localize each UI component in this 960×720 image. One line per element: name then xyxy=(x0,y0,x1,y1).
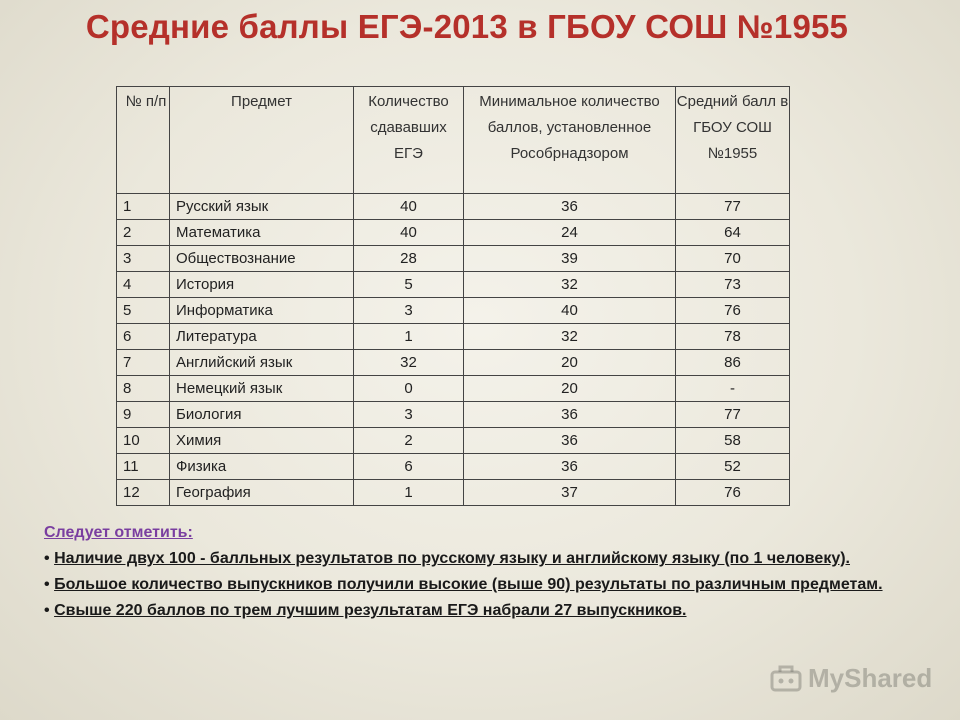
cell-min: 36 xyxy=(464,402,676,428)
table-row xyxy=(117,402,790,428)
cell-num: 10 xyxy=(117,428,170,454)
cell-subject: Английский язык xyxy=(170,350,354,376)
cell-count: 40 xyxy=(354,194,464,220)
table-row xyxy=(117,350,790,376)
myshared-logo-icon xyxy=(768,660,804,696)
table-row xyxy=(117,376,790,402)
cell-num: 4 xyxy=(117,272,170,298)
cell-num: 8 xyxy=(117,376,170,402)
note-item xyxy=(44,598,924,624)
note-text: Большое количество выпускников получили высокие (выше 90) результаты по различным предметам. xyxy=(54,576,883,593)
header-count: Количество сдававших ЕГЭ xyxy=(354,87,464,194)
cell-count: 2 xyxy=(354,428,464,454)
cell-min: 36 xyxy=(464,454,676,480)
cell-avg: 77 xyxy=(676,194,790,220)
cell-num: 9 xyxy=(117,402,170,428)
note-item xyxy=(44,572,924,598)
table-row xyxy=(117,454,790,480)
note-text: Свыше 220 баллов по трем лучшим результатам ЕГЭ набрали 27 выпускников. xyxy=(54,602,687,619)
table-row xyxy=(117,220,790,246)
table-row xyxy=(117,298,790,324)
header-subject: Предмет xyxy=(170,87,354,194)
notes-block xyxy=(44,520,924,624)
cell-avg: - xyxy=(676,376,790,402)
cell-count: 3 xyxy=(354,298,464,324)
cell-avg: 76 xyxy=(676,480,790,506)
cell-min: 24 xyxy=(464,220,676,246)
cell-avg: 78 xyxy=(676,324,790,350)
cell-num: 5 xyxy=(117,298,170,324)
cell-count: 40 xyxy=(354,220,464,246)
notes-heading: Следует отметить: xyxy=(44,524,193,541)
watermark xyxy=(768,658,948,698)
cell-subject: Обществознание xyxy=(170,246,354,272)
cell-num: 7 xyxy=(117,350,170,376)
cell-avg: 76 xyxy=(676,298,790,324)
cell-subject: Биология xyxy=(170,402,354,428)
cell-min: 32 xyxy=(464,272,676,298)
cell-count: 1 xyxy=(354,324,464,350)
cell-min: 20 xyxy=(464,350,676,376)
table-row xyxy=(117,324,790,350)
bullet: • xyxy=(44,576,50,593)
cell-num: 6 xyxy=(117,324,170,350)
cell-min: 36 xyxy=(464,428,676,454)
table-row xyxy=(117,194,790,220)
bullet: • xyxy=(44,550,50,567)
cell-subject: Информатика xyxy=(170,298,354,324)
table-row xyxy=(117,272,790,298)
cell-min: 20 xyxy=(464,376,676,402)
table-row xyxy=(117,428,790,454)
cell-avg: 73 xyxy=(676,272,790,298)
cell-subject: Литература xyxy=(170,324,354,350)
cell-avg: 58 xyxy=(676,428,790,454)
results-table xyxy=(116,86,790,506)
cell-avg: 52 xyxy=(676,454,790,480)
page-title: Средние баллы ЕГЭ-2013 в ГБОУ СОШ №1955 xyxy=(85,8,849,45)
cell-avg: 70 xyxy=(676,246,790,272)
cell-count: 6 xyxy=(354,454,464,480)
note-item xyxy=(44,546,924,572)
watermark-text: MyShared xyxy=(808,662,933,693)
cell-num: 11 xyxy=(117,454,170,480)
cell-num: 1 xyxy=(117,194,170,220)
cell-min: 39 xyxy=(464,246,676,272)
header-min: Минимальное количество баллов, установленное Рособрнадзором xyxy=(464,87,676,194)
cell-subject: Немецкий язык xyxy=(170,376,354,402)
cell-subject: География xyxy=(170,480,354,506)
cell-count: 32 xyxy=(354,350,464,376)
cell-count: 0 xyxy=(354,376,464,402)
cell-min: 40 xyxy=(464,298,676,324)
cell-count: 5 xyxy=(354,272,464,298)
header-num: № п/п xyxy=(117,87,170,194)
bullet: • xyxy=(44,602,50,619)
cell-min: 36 xyxy=(464,194,676,220)
cell-subject: Математика xyxy=(170,220,354,246)
table-row xyxy=(117,480,790,506)
header-avg: Средний балл в ГБОУ СОШ №1955 xyxy=(676,87,790,194)
note-text: Наличие двух 100 - балльных результатов по русскому языку и английскому языку (по 1 человеку). xyxy=(54,550,850,567)
cell-num: 12 xyxy=(117,480,170,506)
cell-subject: Русский язык xyxy=(170,194,354,220)
cell-subject: Химия xyxy=(170,428,354,454)
cell-num: 3 xyxy=(117,246,170,272)
cell-count: 28 xyxy=(354,246,464,272)
cell-avg: 77 xyxy=(676,402,790,428)
cell-count: 3 xyxy=(354,402,464,428)
cell-avg: 86 xyxy=(676,350,790,376)
table-row xyxy=(117,246,790,272)
cell-avg: 64 xyxy=(676,220,790,246)
cell-subject: История xyxy=(170,272,354,298)
cell-min: 37 xyxy=(464,480,676,506)
cell-num: 2 xyxy=(117,220,170,246)
cell-subject: Физика xyxy=(170,454,354,480)
table-header-row xyxy=(117,87,790,194)
cell-min: 32 xyxy=(464,324,676,350)
cell-count: 1 xyxy=(354,480,464,506)
